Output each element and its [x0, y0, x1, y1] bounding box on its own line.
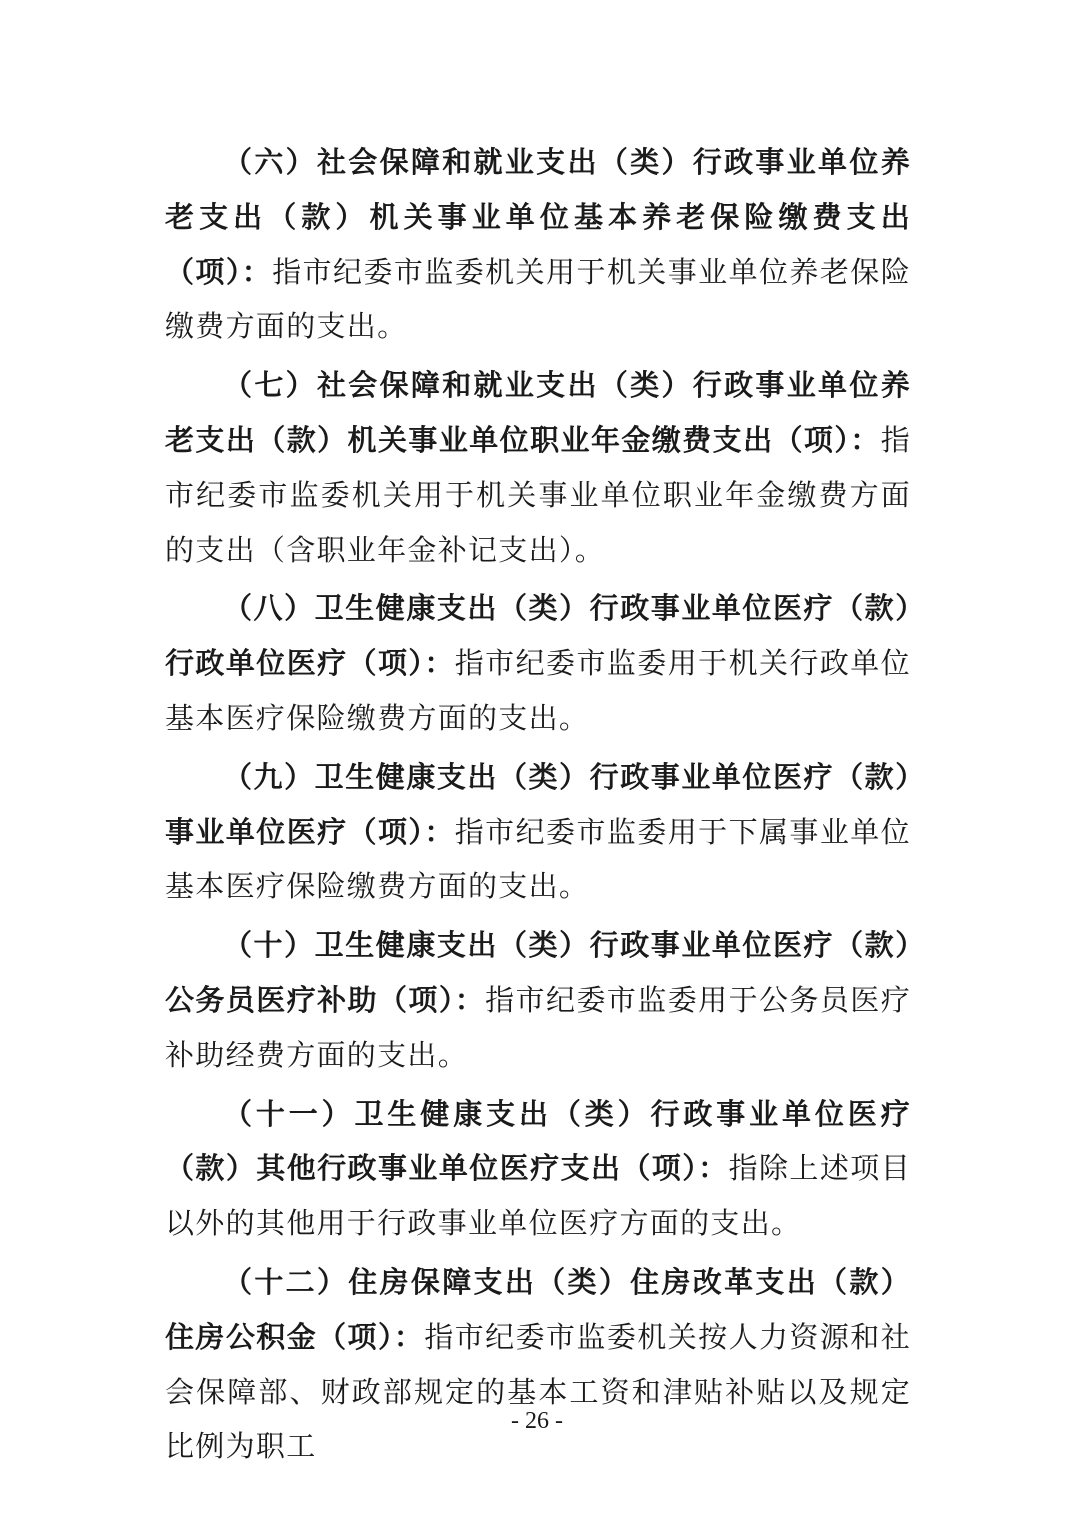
section-heading: （十一）卫生健康支出（类）行政事业单位医疗（款）其他行政事业单位医疗支出（项）：	[165, 1096, 911, 1186]
section-paragraph-9	[165, 750, 911, 914]
section-heading: （十二）住房保障支出（类）住房改革支出（款）住房公积金（项）：	[165, 1264, 911, 1354]
section-text: 指市纪委市监委用于下属事业单位基本医疗保险缴费方面的支出。	[165, 814, 911, 904]
section-heading: （八）卫生健康支出（类）行政事业单位医疗（款）行政单位医疗（项）：	[165, 591, 911, 681]
section-paragraph-8	[165, 581, 911, 745]
section-heading: （十）卫生健康支出（类）行政事业单位医疗（款）公务员医疗补助（项）：	[165, 928, 911, 1017]
section-text: 指除上述项目以外的其他用于行政事业单位医疗方面的支出。	[165, 1151, 912, 1241]
section-paragraph-7	[165, 358, 911, 577]
section-paragraph-10	[165, 918, 911, 1082]
section-heading: （六）社会保障和就业支出（类）行政事业单位养老支出（款）机关事业单位基本养老保险缴费支出（项）：	[165, 145, 911, 289]
section-paragraph-12	[165, 1255, 911, 1474]
section-text: 指市纪委市监委用于公务员医疗补助经费方面的支出。	[165, 982, 911, 1072]
section-text: 指市纪委市监委机关用于机关事业单位养老保险缴费方面的支出。	[165, 254, 911, 344]
section-heading: （七）社会保障和就业支出（类）行政事业单位养老支出（款）机关事业单位职业年金缴费支出（项）：	[165, 368, 911, 457]
section-text: 指市纪委市监委机关用于机关事业单位职业年金缴费方面的支出（含职业年金补记支出）。	[165, 422, 911, 567]
section-text: 指市纪委市监委机关按人力资源和社会保障部、财政部规定的基本工资和津贴补贴以及规定比例为职工	[165, 1319, 911, 1464]
section-paragraph-6	[165, 135, 911, 354]
section-paragraph-11	[165, 1087, 911, 1251]
document-body	[165, 135, 911, 1478]
page-number: - 26 -	[511, 1408, 563, 1434]
section-heading: （九）卫生健康支出（类）行政事业单位医疗（款）事业单位医疗（项）：	[165, 759, 911, 849]
section-text: 指市纪委市监委用于机关行政单位基本医疗保险缴费方面的支出。	[165, 646, 911, 735]
